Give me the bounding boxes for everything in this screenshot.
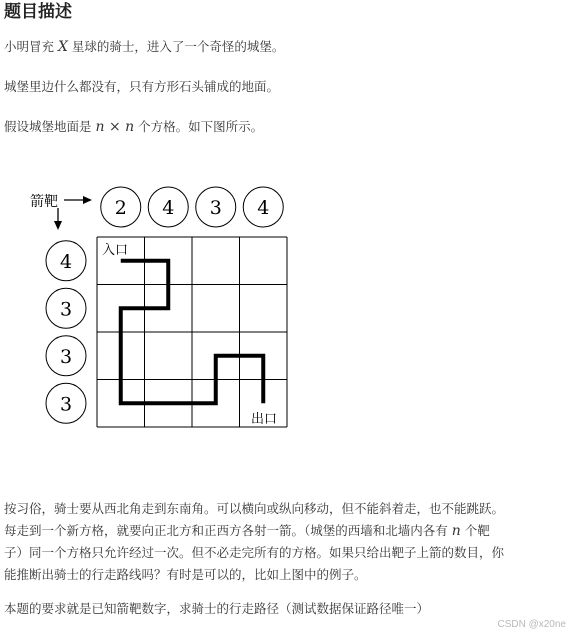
left-target-4 (46, 383, 86, 423)
var-x: X (57, 39, 68, 55)
target-label: 箭靶 (30, 194, 58, 210)
paragraph-rules (4, 498, 504, 586)
left-target-4-value: 3 (59, 393, 73, 416)
top-target-4-value: 4 (257, 197, 270, 219)
paragraph-intro (4, 36, 284, 58)
var-n-1: n (95, 119, 105, 135)
arrow-right-head (83, 196, 92, 204)
paragraph-grid-size (4, 116, 263, 138)
var-n-2: n (125, 119, 135, 135)
left-target-1-value: 4 (59, 250, 73, 273)
top-target-3 (196, 187, 236, 227)
var-n-3: n (451, 523, 461, 539)
intro-text-after: 星球的骑士，进入了一个奇怪的城堡。 (67, 39, 285, 54)
csdn-watermark: CSDN @x20ne (497, 619, 566, 630)
paragraph-task: 本题的要求就是已知箭靶数字，求骑士的行走路径（测试数据保证路径唯一） (4, 601, 430, 616)
rules-line-2-before: 每走到一个新方格，就要向正北方和正西方各射一箭。（城堡的西墙和北墙内各有 (4, 523, 452, 538)
section-heading: 题目描述 (4, 2, 72, 22)
top-target-1-value: 2 (114, 197, 127, 219)
rules-line-2-after: 个靶 (460, 523, 490, 538)
top-target-2-value: 4 (162, 197, 175, 219)
rules-line-1: 按习俗，骑士要从西北角走到东南角。可以横向或纵向移动，但不能斜着走，也不能跳跃。 (4, 501, 505, 516)
grid-size-after: 个方格。如下图所示。 (134, 119, 264, 134)
left-target-1 (46, 241, 86, 281)
left-target-3 (46, 336, 86, 376)
grid-size-before: 假设城堡地面是 (4, 119, 96, 134)
top-target-4 (243, 187, 283, 227)
top-target-2 (148, 187, 188, 227)
top-target-1 (101, 187, 141, 227)
times-sign: × (104, 119, 126, 135)
rules-line-4: 能推断出骑士的行走路线吗？有时是可以的，比如上图中的例子。 (4, 567, 367, 582)
castle-grid-figure (0, 180, 300, 435)
arrow-down-head (54, 221, 62, 230)
intro-text-before: 小明冒充 (4, 39, 58, 54)
rules-line-3: 子）同一个方格只允许经过一次。但不必走完所有的方格。如果只给出靶子上箭的数目，你 (4, 545, 505, 560)
exit-label: 出口 (251, 412, 278, 427)
entrance-label: 入口 (102, 243, 129, 258)
paragraph-castle: 城堡里边什么都没有，只有方形石头铺成的地面。 (4, 79, 280, 94)
top-target-3-value: 3 (209, 197, 222, 219)
left-target-2-value: 3 (59, 298, 73, 321)
left-target-3-value: 3 (59, 345, 73, 368)
left-target-2 (46, 288, 86, 328)
